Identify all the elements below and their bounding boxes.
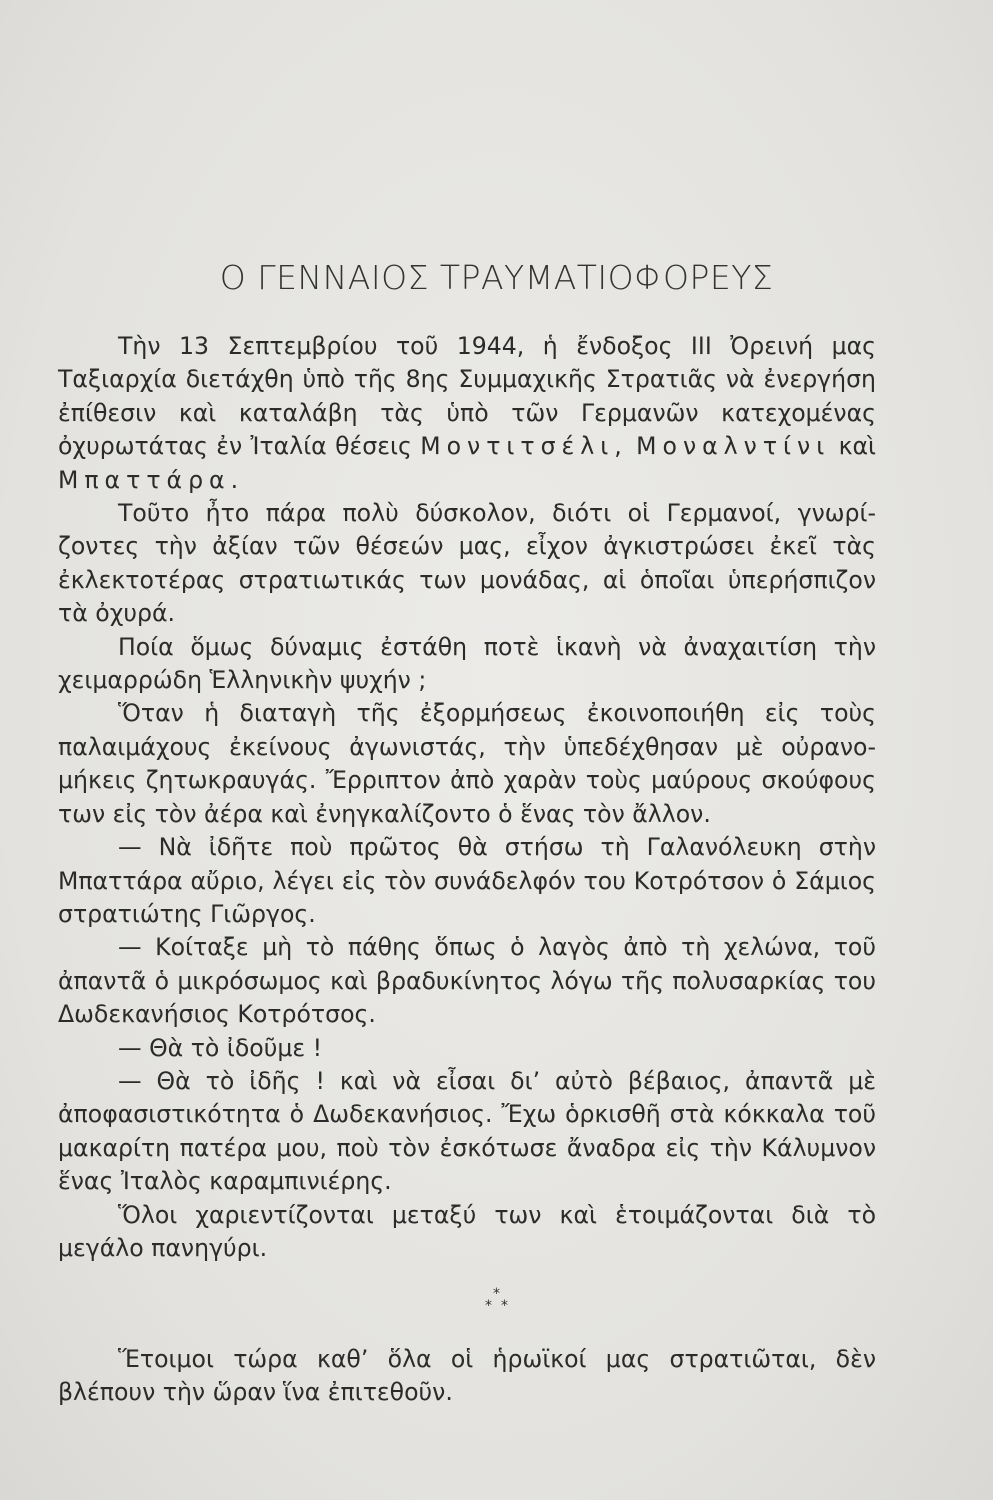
place-name-monticelli: Μοντιτσέλι, (420, 432, 628, 461)
paragraph-9: Ὅλοι χαριεντίζονται μεταξύ των καὶ ἑτοιμάζονται διὰ τὸ μεγάλο πανηγύρι. (58, 1200, 876, 1262)
asterism-top: * (493, 1286, 500, 1302)
asterism-bottom: * * (485, 1298, 508, 1314)
place-name-battara: Μπαττάρα. (58, 465, 245, 494)
section-separator (0, 1288, 993, 1312)
paragraph-1-text: Τὴν 13 Σεπτεμβρίου τοῦ 1944, ἡ ἔνδοξος ΙΙΙ Ὀρεινή μας Ταξιαρχία διετάχθη ὑπὸ τῆς 8ης Συμμαχικῆς Στρατιᾶς νὰ ἐνεργήση ἐπίθεσιν καὶ καταλάβη τὰς ὑπὸ τῶν Γερμανῶν κατεχομένας ὀχυρωτάτας ἐν Ἰταλία θέσεις (58, 332, 876, 461)
chapter-title: Ο ΓΕΝΝΑΙΟΣ ΤΡΑΥΜΑΤΙΟΦΟΡΕΥΣ (219, 258, 774, 297)
paragraph-7: — Θὰ τὸ ἰδοῦμε ! (118, 1033, 323, 1062)
closing-section (58, 1343, 876, 1410)
paragraph-4: Ὅταν ἡ διαταγὴ τῆς ἐξορμήσεως ἐκοινοποιήθη εἰς τοὺς παλαιμάχους ἐκείνους ἀγωνιστάς, τὴν ὑπεδέχθησαν μὲ οὐρανομήκεις ζητωκραυγάς. Ἔρριπτον ἀπὸ χαρὰν τοὺς μαύρους σκούφους των εἰς τὸν ἀέρα καὶ ἐνηγκαλίζοντο ὁ ἕνας τὸν ἄλλον. (58, 699, 876, 828)
place-name-monaldini: Μοναλντίνι (636, 432, 831, 461)
chapter-body (58, 330, 876, 1265)
paragraph-1 (58, 330, 876, 497)
paragraph-2: Τοῦτο ἦτο πάρα πολὺ δύσκολον, διότι οἱ Γερμανοί, γνωρίζοντες τὴν ἀξίαν τῶν θέσεών μας, εἶχον ἀγκιστρώσει ἐκεῖ τὰς ἐκλεκτοτέρας στρατιωτικάς των μονάδας, αἱ ὁποῖαι ὑπερήσπιζον τὰ ὀχυρά. (58, 499, 876, 628)
and-word: καὶ (838, 432, 877, 461)
paragraph-5: — Νὰ ἰδῆτε ποὺ πρῶτος θὰ στήσω τὴ Γαλανόλευκη στὴν Μπαττάρα αὔριο, λέγει εἰς τὸν συνάδελφόν του Κοτρότσον ὁ Σάμιος στρατιώτης Γιῶργος. (58, 833, 876, 928)
closing-paragraph: Ἕτοιμοι τώρα καθ’ ὅλα οἱ ἡρωϊκοί μας στρατιῶται, δὲν βλέπουν τὴν ὥραν ἵνα ἐπιτεθοῦν. (58, 1345, 876, 1407)
paragraph-6: — Κοίταξε μὴ τὸ πάθης ὅπως ὁ λαγὸς ἀπὸ τὴ χελώνα, τοῦ ἀπαντᾶ ὁ μικρόσωμος καὶ βραδυκίνητος λόγω τῆς πολυσαρκίας του Δωδεκανήσιος Κοτρότσος. (58, 933, 876, 1029)
paragraph-3: Ποία ὅμως δύναμις ἐστάθη ποτὲ ἱκανὴ νὰ ἀναχαιτίση τὴν χειμαρρώδη Ἑλληνικὴν ψυχήν ; (58, 632, 876, 695)
paragraph-8: — Θὰ τὸ ἰδῆς ! καὶ νὰ εἶσαι δι’ αὐτὸ βέβαιος, ἀπαντᾶ μὲ ἀποφασιστικότητα ὁ Δωδεκανήσιος. Ἔχω ὁρκισθῆ στὰ κόκκαλα τοῦ μακαρίτη πατέρα μου, ποὺ τὸν ἐσκότωσε ἄναδρα εἰς τὴν Κάλυμνον ἕνας Ἰταλὸς καραμπινιέρης. (58, 1066, 876, 1196)
